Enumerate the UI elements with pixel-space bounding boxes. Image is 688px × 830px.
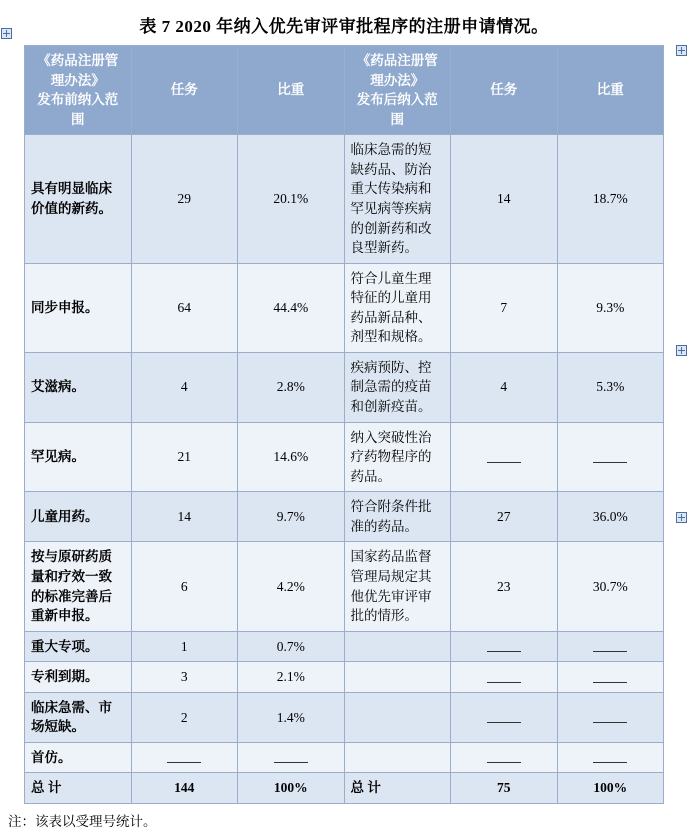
- cell-task-after: 4: [451, 352, 558, 422]
- table-row: [25, 662, 664, 693]
- empty-dash: [167, 754, 201, 763]
- cell-total-label-after: 总 计: [344, 773, 451, 804]
- cell-scope-after: 纳入突破性治疗药物程序的药品。: [344, 422, 451, 492]
- cell-total-task-after: 75: [451, 773, 558, 804]
- cell-ratio-before: 9.7%: [238, 492, 345, 542]
- cell-task-after: [451, 742, 558, 773]
- cell-task-before: 3: [131, 662, 238, 693]
- cell-total-task-before: 144: [131, 773, 238, 804]
- page-corner-mark-right-2: [676, 345, 687, 356]
- page-corner-mark-right-3: [676, 512, 687, 523]
- cell-ratio-before: [238, 742, 345, 773]
- cell-ratio-after: 36.0%: [557, 492, 664, 542]
- cell-task-after: [451, 631, 558, 662]
- empty-dash: [487, 454, 521, 463]
- header-ratio-after: 比重: [557, 46, 664, 135]
- cell-total-ratio-after: 100%: [557, 773, 664, 804]
- table-header-row: [25, 46, 664, 135]
- cell-scope-before: 重大专项。: [25, 631, 132, 662]
- table-total-row: [25, 773, 664, 804]
- cell-ratio-after: 9.3%: [557, 263, 664, 352]
- cell-scope-after: [344, 631, 451, 662]
- table-row: [25, 352, 664, 422]
- cell-scope-after: 疾病预防、控制急需的疫苗和创新疫苗。: [344, 352, 451, 422]
- cell-scope-before: 具有明显临床价值的新药。: [25, 135, 132, 263]
- cell-task-after: [451, 422, 558, 492]
- cell-scope-after: 临床急需的短缺药品、防治重大传染病和罕见病等疾病的创新药和改良型新药。: [344, 135, 451, 263]
- table-row: [25, 542, 664, 631]
- table-row: [25, 631, 664, 662]
- table-row: [25, 263, 664, 352]
- cell-task-after: 27: [451, 492, 558, 542]
- empty-dash: [487, 643, 521, 652]
- cell-task-after: [451, 662, 558, 693]
- table-row: [25, 422, 664, 492]
- empty-dash: [274, 754, 308, 763]
- cell-task-before: 64: [131, 263, 238, 352]
- cell-scope-before: 按与原研药质量和疗效一致的标准完善后重新申报。: [25, 542, 132, 631]
- table-title: 表 7 2020 年纳入优先审评审批程序的注册申请情况。: [139, 17, 549, 36]
- cell-ratio-after: 5.3%: [557, 352, 664, 422]
- table-header: [25, 46, 664, 135]
- cell-ratio-before: 20.1%: [238, 135, 345, 263]
- cell-task-after: 7: [451, 263, 558, 352]
- cell-scope-after: [344, 742, 451, 773]
- cell-scope-before: 罕见病。: [25, 422, 132, 492]
- header-scope-after-line2: 发布后纳入范围: [356, 92, 438, 127]
- cell-ratio-after: [557, 742, 664, 773]
- cell-scope-before: 儿童用药。: [25, 492, 132, 542]
- header-scope-before: [25, 46, 132, 135]
- cell-ratio-before: 2.8%: [238, 352, 345, 422]
- cell-ratio-before: 44.4%: [238, 263, 345, 352]
- cell-scope-before: 临床急需、市场短缺。: [25, 692, 132, 742]
- cell-scope-after: 符合附条件批准的药品。: [344, 492, 451, 542]
- cell-task-before: 6: [131, 542, 238, 631]
- header-scope-after-line1: 《药品注册管理办法》: [356, 53, 438, 88]
- empty-dash: [593, 674, 627, 683]
- cell-ratio-after: [557, 422, 664, 492]
- priority-review-table: [24, 45, 664, 804]
- empty-dash: [593, 754, 627, 763]
- header-task-after: 任务: [451, 46, 558, 135]
- empty-dash: [593, 454, 627, 463]
- page-corner-mark-top-left: [1, 28, 12, 39]
- cell-ratio-before: 14.6%: [238, 422, 345, 492]
- header-task-before: 任务: [131, 46, 238, 135]
- cell-scope-after: 符合儿童生理特征的儿童用药品新品种、剂型和规格。: [344, 263, 451, 352]
- cell-ratio-after: 18.7%: [557, 135, 664, 263]
- table-note: 注：该表以受理号统计。: [8, 814, 157, 829]
- cell-task-after: 14: [451, 135, 558, 263]
- cell-task-before: 29: [131, 135, 238, 263]
- cell-total-ratio-before: 100%: [238, 773, 345, 804]
- header-ratio-before: 比重: [238, 46, 345, 135]
- cell-scope-after: [344, 662, 451, 693]
- cell-ratio-before: 2.1%: [238, 662, 345, 693]
- cell-task-before: 2: [131, 692, 238, 742]
- empty-dash: [593, 714, 627, 723]
- cell-scope-before: 专利到期。: [25, 662, 132, 693]
- table-row: [25, 492, 664, 542]
- cell-ratio-after: 30.7%: [557, 542, 664, 631]
- cell-task-before: 14: [131, 492, 238, 542]
- cell-task-before: 1: [131, 631, 238, 662]
- table-row: [25, 742, 664, 773]
- header-scope-before-line1: 《药品注册管理办法》: [37, 53, 119, 88]
- cell-task-before: [131, 742, 238, 773]
- cell-ratio-before: 0.7%: [238, 631, 345, 662]
- empty-dash: [487, 674, 521, 683]
- cell-ratio-before: 1.4%: [238, 692, 345, 742]
- empty-dash: [487, 754, 521, 763]
- cell-task-before: 4: [131, 352, 238, 422]
- header-scope-before-line2: 发布前纳入范围: [37, 92, 119, 127]
- cell-task-before: 21: [131, 422, 238, 492]
- header-scope-after: [344, 46, 451, 135]
- cell-ratio-before: 4.2%: [238, 542, 345, 631]
- cell-scope-before: 首仿。: [25, 742, 132, 773]
- cell-total-label-before: 总 计: [25, 773, 132, 804]
- empty-dash: [593, 643, 627, 652]
- cell-task-after: 23: [451, 542, 558, 631]
- cell-ratio-after: [557, 631, 664, 662]
- table-row: [25, 135, 664, 263]
- cell-scope-before: 艾滋病。: [25, 352, 132, 422]
- table-body: [25, 135, 664, 804]
- page-corner-mark-right-1: [676, 45, 687, 56]
- empty-dash: [487, 714, 521, 723]
- cell-ratio-after: [557, 662, 664, 693]
- cell-scope-before: 同步申报。: [25, 263, 132, 352]
- cell-scope-after: 国家药品监督管理局规定其他优先审评审批的情形。: [344, 542, 451, 631]
